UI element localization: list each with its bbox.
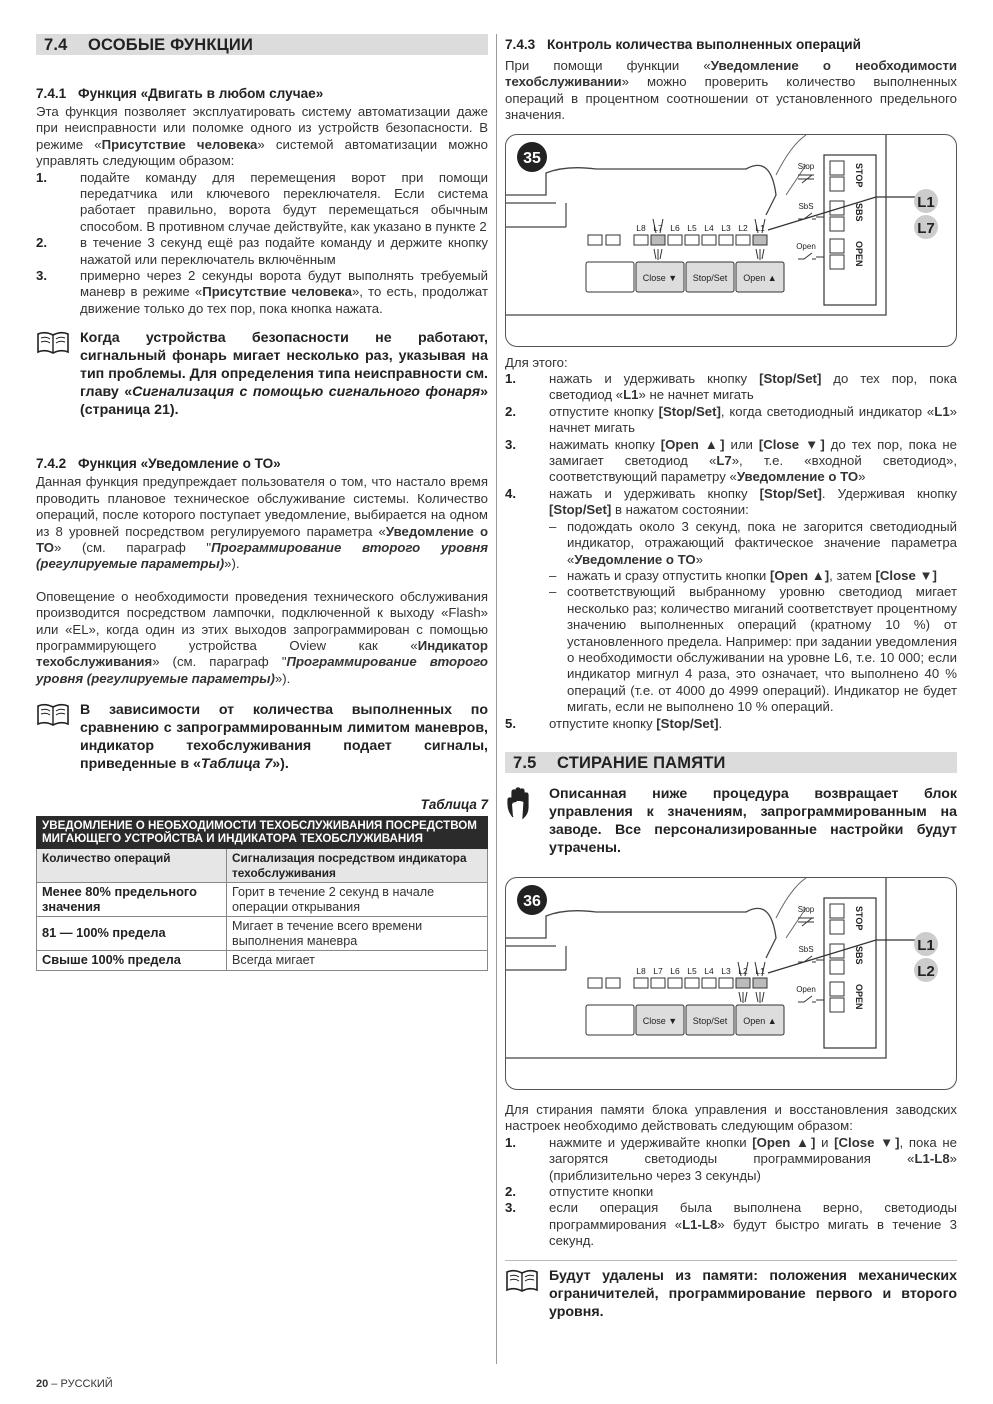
list-item: 1. нажать и удерживать кнопку [Stop/Set] до тех пор, пока светодиод «L1» не начнет мигать — [505, 371, 957, 403]
divider — [505, 1260, 957, 1261]
terminal-label: STOP — [854, 905, 864, 931]
wire — [816, 960, 824, 1000]
board-outline — [506, 165, 776, 215]
led-frame — [588, 978, 602, 988]
led-label: L6 — [670, 222, 680, 233]
led-l2 — [736, 235, 750, 245]
board-outline — [506, 908, 776, 958]
led-l8 — [634, 235, 648, 245]
terminal-label: OPEN — [854, 240, 864, 267]
open-button-label: Open ▲ — [743, 272, 777, 283]
led-label: L7 — [653, 222, 663, 233]
led-label: L1 — [755, 222, 765, 233]
list-item: 5. отпустите кнопку [Stop/Set]. — [505, 715, 723, 731]
open-button-label: Open ▲ — [743, 1015, 777, 1026]
dash-item: – нажать и сразу отпустить кнопки [Open ▲], затем [Close ▼] — [549, 567, 937, 583]
list-item: 2. отпустите кнопки — [505, 1184, 654, 1199]
warning-block: Описанная ниже процедура возвращает блок управления к значениям, запрограммированным на заводе. Все персонализированные настройки будут утрачены. — [505, 785, 957, 857]
callout-label: L1 — [917, 936, 935, 954]
terminal-screw — [830, 161, 844, 175]
terminal-screw — [830, 239, 844, 253]
section-title: СТИРАНИЕ ПАМЯТИ — [557, 753, 726, 772]
table-7 — [36, 816, 488, 971]
section-number: 7.4 — [44, 36, 68, 54]
led-l3 — [719, 235, 733, 245]
led-label: L2 — [738, 222, 748, 233]
subsection-title: Функция «Уведомление о ТО» — [78, 456, 281, 472]
list-item: 3. нажимать кнопку [Open ▲] или [Close ▼] до тех пор, пока не замигает светодиод «L7», т.е. «входной светодиод», соответствующий параметру «Уведомление о ТО» — [505, 436, 958, 485]
section-heading-7-4 — [36, 34, 488, 55]
table-row: Менее 80% предельного значения Горит в течение 2 секунд в начале операции открывания — [37, 883, 488, 917]
terminal-label: SBS — [854, 202, 864, 222]
subsection-heading-7-4-3 — [505, 36, 957, 53]
subsection-number: 7.4.2 — [36, 456, 67, 472]
stop-input-label: Stop — [797, 161, 815, 171]
open-input-label: Open — [796, 241, 816, 251]
led-label: L3 — [721, 965, 731, 976]
terminal-screw — [830, 255, 844, 269]
terminal-screw — [830, 960, 844, 974]
section-heading-7-5 — [505, 752, 957, 773]
table-row: Свыше 100% предела Всегда мигает — [37, 951, 488, 971]
led-l2 — [736, 978, 750, 988]
figure-35 — [505, 134, 957, 347]
stop-set-button-label: Stop/Set — [692, 272, 728, 283]
open-input-label: Open — [796, 984, 816, 994]
note-block: Когда устройства безопасности не работают, сигнальный фонарь мигает несколько раз, указывая на тип проблемы. Для определения типа неисправности см. главу «Сигнализация с помощью сигнального фонаря» (страница 21). — [36, 329, 488, 419]
paragraph: Для стирания памяти блока управления и восстановления заводских настроек необходимо действовать следующим образом: — [505, 1101, 957, 1134]
led-l5 — [685, 235, 699, 245]
book-icon — [36, 329, 80, 360]
terminal-label: OPEN — [854, 983, 864, 1010]
table-row: 81 — 100% предела Мигает в течение всего времени выполнения маневра — [37, 917, 488, 951]
led-label: L3 — [721, 222, 731, 233]
led-frame — [588, 235, 602, 245]
column-header: Сигнализация посредством индикатора техобслуживания — [227, 849, 488, 883]
paragraph: При помощи функции «Уведомление о необходимости техобслуживании» можно проверить количество выполненных операций в процентном соотношении от установленного предельного значения. — [505, 58, 958, 123]
paragraph: Оповещение о необходимости проведения технического обслуживания производится посредством лампочки, подключенной к выходу «Flash» или «EL», когда один из этих выходов запрограммирован с помощью программирующего устройства Oview как «Индикатор техобслуживания» (см. параграф "Программирование второго уровня (регулируемые параметры)»). — [36, 588, 488, 686]
subsection-heading-7-4-1 — [36, 85, 488, 102]
sbs-input-label: SbS — [798, 944, 814, 954]
right-column — [505, 34, 957, 1321]
list-item: 1. подайте команду для перемещения ворот при помощи передатчика или ключевого переключателя. Если система работает правильно, ворота будут перемещаться обычным способом. В противном случае действуйте, как указано в пункте 2 — [36, 169, 488, 234]
figure-number: 36 — [523, 892, 541, 910]
led-label: L5 — [687, 222, 697, 233]
page-footer: 20 – РУССКИЙ — [36, 1378, 113, 1390]
footer-language: РУССКИЙ — [60, 1378, 113, 1390]
display-panel — [586, 262, 634, 292]
table-caption: Таблица 7 — [420, 797, 488, 813]
led-label: L2 — [738, 965, 748, 976]
subsection-number: 7.4.1 — [36, 86, 67, 101]
led-l6 — [668, 978, 682, 988]
book-icon — [505, 1267, 549, 1298]
section-title: ОСОБЫЕ ФУНКЦИИ — [88, 36, 254, 54]
switch-icon — [798, 253, 816, 259]
sbs-input-label: SbS — [798, 201, 814, 211]
book-icon — [36, 701, 80, 732]
paragraph: Для этого: — [505, 354, 568, 370]
led-l8 — [634, 978, 648, 988]
table-header: УВЕДОМЛЕНИЕ О НЕОБХОДИМОСТИ ТЕХОБСЛУЖИВАНИЯ ПОСРЕДСТВОМ МИГАЮЩЕГО УСТРОЙСТВА И ИНДИКАТОРА ТЕХОБСЛУЖИВАНИЯ — [37, 817, 488, 849]
terminal-screw — [830, 982, 844, 996]
numbered-list — [505, 1135, 957, 1250]
led-label: L4 — [704, 222, 714, 233]
terminal-screw — [830, 177, 844, 191]
control-board-drawing — [506, 878, 957, 1090]
list-item: 3. примерно через 2 секунды ворота будут выполнять требуемый маневр в режиме «Присутствие человека», то есть, продолжат движение только до тех пор, пока кнопка нажата. — [36, 268, 488, 316]
figure-number: 35 — [523, 149, 541, 167]
terminal-screw — [830, 920, 844, 934]
led-l1 — [753, 978, 767, 988]
dash-item: – соответствующий выбранному уровню светодиод мигает несколько раз; количество миганий соответствует процентному значению выполненных операций (кратному 10 %) от установленного предела. Например: при задании уведомления о необходимости обслуживании на уровне L6, т.е. 10 000; если индикатор мигнул 4 раза, это означает, что выполнено 40 % операций (т.е. от 4000 до 4999 операций). Индикатор не будет мигать, если не выполнено 10 % операций. — [549, 584, 957, 715]
list-item: 2. в течение 3 секунд ещё раз подайте команду и держите кнопку нажатой или переключатель включённым — [36, 235, 488, 267]
switch-icon — [798, 996, 816, 1002]
note-block: Будут удалены из памяти: положения механических ограничителей, программирование первого и второго уровня. — [505, 1267, 957, 1321]
list-item: 3. если операция была выполнена верно, светодиоды программирования «L1-L8» будут быстро мигать в течение 3 секунд. — [505, 1200, 958, 1249]
board-outline — [506, 203, 566, 227]
numbered-list — [36, 170, 488, 318]
led-l4 — [702, 235, 716, 245]
numbered-list — [505, 371, 957, 732]
close-button-label: Close ▼ — [642, 1015, 678, 1026]
callout-label: L1 — [917, 193, 935, 211]
subsection-heading-7-4-2 — [36, 455, 488, 472]
list-item: 4. нажать и удерживать кнопку [Stop/Set]. Удерживая кнопку [Stop/Set] в нажатом состоянии: – подождать около 3 секунд, пока не загорится светодиодный индикатор, отражающий фактическое значение параметра «Уведомление о ТО» – нажать и сразу отпустить кнопки [Open ▲], затем [Close ▼] – соответствующий выбранному уровню светодиод мигает несколько раз; количество миганий соответствует процентному значению выполненных операций (кратному 10 %) от установленного предела. Например: при задании уведомления о необходимости обслуживании на уровне L6, т.е. 10 000; если индикатор мигнул 4 раза, это означает, что выполнено 40 % операций (т.е. от 4000 до 4999 операций). Индикатор не будет мигать, если не выполнено 10 % операций. — [505, 485, 957, 715]
list-item: 1. нажмите и удерживайте кнопки [Open ▲] и [Close ▼], пока не загорятся светодиоды программирования «L1-L8» (приблизительно через 3 секунды) — [505, 1134, 957, 1183]
led-l7 — [651, 235, 665, 245]
led-label: L8 — [636, 965, 646, 976]
figure-36 — [505, 877, 957, 1090]
led-l1 — [753, 235, 767, 245]
led-l6 — [668, 235, 682, 245]
board-outline — [506, 946, 566, 970]
hand-stop-icon — [505, 785, 549, 826]
left-column — [36, 34, 488, 971]
callout-label: L7 — [917, 219, 935, 237]
wire — [816, 217, 824, 257]
close-button-label: Close ▼ — [642, 272, 678, 283]
subsection-number: 7.4.3 — [505, 37, 536, 52]
subsection-title: Контроль количества выполненных операций — [547, 37, 862, 52]
terminal-screw — [830, 217, 844, 231]
column-header: Количество операций — [37, 849, 227, 883]
led-l4 — [702, 978, 716, 988]
display-panel — [586, 1005, 634, 1035]
led-label: L8 — [636, 222, 646, 233]
switch-icon — [798, 918, 814, 926]
list-item: 2. отпустите кнопку [Stop/Set], когда светодиодный индикатор «L1» начнет мигать — [505, 403, 957, 436]
led-label: L4 — [704, 965, 714, 976]
terminal-screw — [830, 904, 844, 918]
page-number: 20 — [36, 1378, 49, 1390]
terminal-screw — [830, 998, 844, 1012]
note-block: В зависимости от количества выполненных по сравнению с запрограммированным лимитом маневров, индикатор техобслуживания подает сигналы, приведенные в «Таблица 7»). — [36, 701, 488, 773]
subsection-title: Функция «Двигать в любом случае» — [78, 86, 324, 101]
terminal-label: SBS — [854, 945, 864, 965]
led-l7 — [651, 978, 665, 988]
callout-label: L2 — [917, 962, 935, 980]
led-label: L5 — [687, 965, 697, 976]
stop-set-button-label: Stop/Set — [692, 1015, 728, 1026]
paragraph: Данная функция предупреждает пользователя о том, что настало время проводить плановое техническое обслуживание системы. Количество операций, после которого поступает уведомление, выбирается на одном из 8 уровней посредством регулируемого параметра «Уведомление о ТО» (см. параграф "Программирование второго уровня (регулируемые параметры)»). — [36, 474, 488, 572]
dash-item: – подождать около 3 секунд, пока не загорится светодиодный индикатор, отражающий фактическое значение параметра «Уведомление о ТО» — [549, 518, 957, 567]
led-l5 — [685, 978, 699, 988]
paragraph: Эта функция позволяет эксплуатировать систему автоматизации даже при неисправности или поломке одного из устройств безопасности. В режиме «Присутствие человека» системой автоматизации можно управлять следующим образом: — [36, 104, 488, 169]
control-board-drawing — [506, 135, 957, 347]
led-frame — [606, 978, 620, 988]
column-divider — [496, 34, 497, 1364]
led-frame — [606, 235, 620, 245]
led-l3 — [719, 978, 733, 988]
stop-input-label: Stop — [797, 904, 815, 914]
led-label: L7 — [653, 965, 663, 976]
led-label: L6 — [670, 965, 680, 976]
section-number: 7.5 — [513, 753, 537, 772]
switch-icon — [798, 175, 814, 183]
led-label: L1 — [755, 965, 765, 976]
terminal-label: STOP — [854, 162, 864, 187]
